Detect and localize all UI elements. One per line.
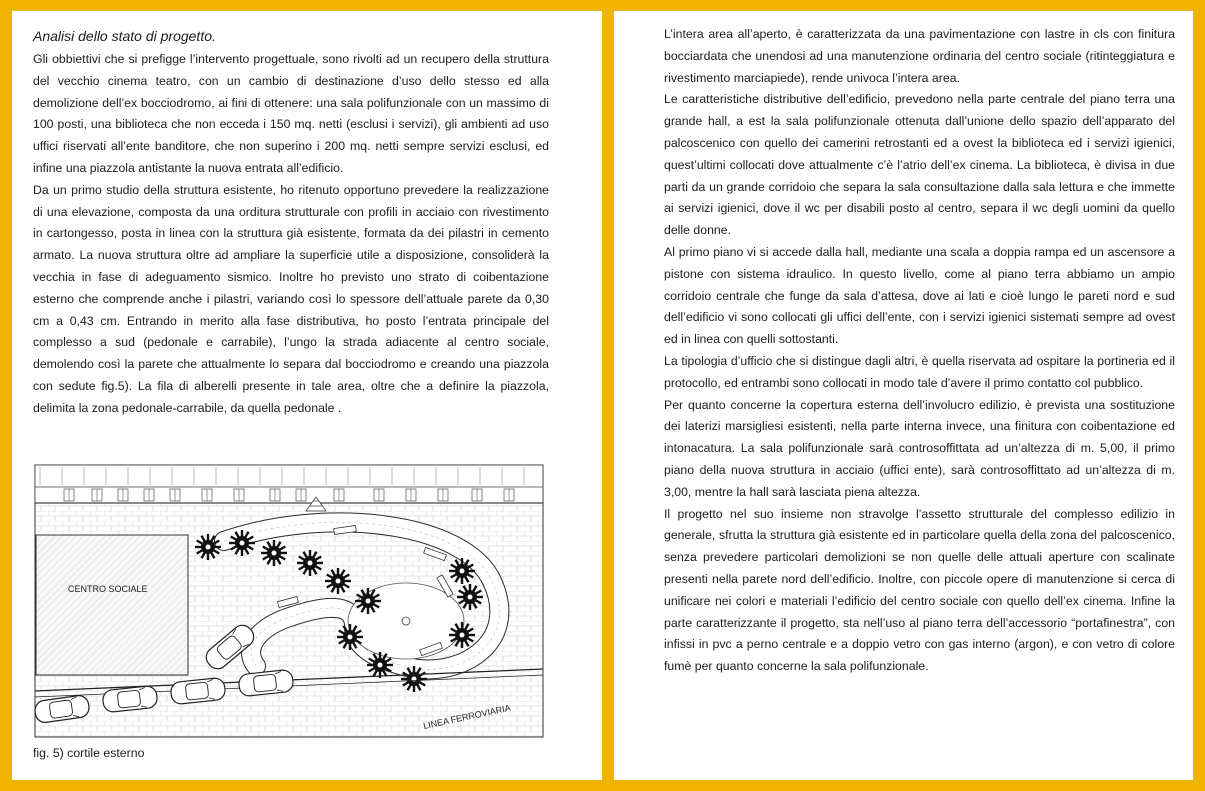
section-heading: Analisi dello stato di progetto. [33,28,216,44]
paragraph-distribution: Le caratteristiche distributive dell’edificio, prevedono nella parte centrale del piano terra una grande hall, a est la sala polifunzionale ottenuta dall’unione dello spazio dell’apparato del palcoscenico con quello dei camerini retrostanti ed a ovest la biblioteca ed i servizi igienici, quest’ultimi collocati dove attualmente c’è l’atrio dell’ex cinema. La biblioteca, è divisa in due parti da un grande corridoio che separa la sala consultazione dalla sala lettura e che immette ai servizi igienici, dove il wc per disabili posto al centro, separa il wc degli uomini da quello delle donne. [664,92,1175,238]
centro-sociale-building [36,535,188,675]
site-plan-drawing [34,451,545,739]
site-plan-figure [34,451,545,739]
paragraph-objectives: Gli obbiettivi che si prefigge l’intervento progettuale, sono rivolti ad un recupero della struttura del vecchio cinema teatro, con un cambio di destinazione d’uso dello stesso ed alla demolizione dell’ex bocciodromo, ai fini di ottenere: una sala polifunzionale con un massimo di 100 posti, una biblioteca che non ecceda i 150 mq. netti (esclusi i servizi), gli ambienti ad uso uffici riservati all’ente banditore, che non superino i 200 mq. netti sempre servizi esclusi, ed infine una piazzola antistante la nuova entrata all’edificio. [33,52,549,175]
left-text-column [33,27,549,420]
paragraph-roof: Per quanto concerne la copertura esterna dell’involucro edilizio, è prevista una sostituzione dei laterizi marsigliesi esistenti, nella parte interna invece, una finitura con coibentazione ed intonacatura. La sala polifunzionale sarà controsoffittata ad un’altezza di m. 5,00, il primo piano della nuova struttura in acciaio (uffici ente), sarà controsoffittato ad un’altezza di m. 3,00, mentre la hall sarà lasciata piena altezza. [664,397,1175,499]
figure-caption: fig. 5) cortile esterno [33,746,145,760]
right-page [614,11,1193,780]
paragraph-first-floor: Al primo piano vi si accede dalla hall, mediante una scala a doppia rampa ed un ascensore a pistone con sistema idraulico. In questo livello, come al piano terra abbiamo un ampio corridoio centrale che funge da sala d’attesa, dove ai lati e cioè lungo le pareti nord e sud dell’edificio vi sono collocati gli uffici dell’ente, con i servizi igienici sistemati sempre ad ovest ed in linea con quelli sottostanti. [664,244,1175,347]
right-text-column [664,24,1175,678]
building-edge [35,465,543,503]
linea-ferroviaria-label: LINEA FERROVIARIA [422,702,512,731]
centro-sociale-label: CENTRO SOCIALE [68,584,148,594]
left-page [12,11,602,780]
paragraph-structure: Da un primo studio della struttura esistente, ho ritenuto opportuno prevedere la realizzazione di una elevazione, composta da una orditura strutturale con profili in acciaio con rivestimento in cartongesso, posta in linea con la struttura già esistente, formata da dei pilastri in cemento armato. La nuova struttura oltre ad ampliare la superficie utile a disposizione, consoliderà la vecchia in fase di adeguamento sismico. Inoltre ho previsto uno strato di coibentazione esterno che comprende anche i pilastri, variando così lo spessore dell’attuale parete da 0,30 cm a 0,43 cm. Entrando in merito alla fase distributiva, ho posto l’entrata principale del complesso a sud (pedonale e carrabile), l’ungo la strada adiacente al centro sociale, demolendo così la parete che attualmente lo separa dal bocciodromo e creando una piazzola con sedute fig.5). La fila di alberelli presente in tale area, oltre che a definire la piazzola, delimita la zona pedonale-carrabile, da quella pedonale . [33,182,549,415]
paragraph-paving: L’intera area all’aperto, è caratterizzata da una pavimentazione con lastre in cls con finitura bocciardata che unendosi ad una manutenzione ordinaria del centro sociale (ritinteggiatura e rivestimento marciapiede), rende univoca l’intera area. [664,27,1175,85]
paragraph-conclusion: Il progetto nel suo insieme non stravolge l’assetto strutturale del complesso edilizio in generale, sfrutta la struttura già esistente ed in particolare quella della zona del palcoscenico, senza prevedere particolari demolizioni se non quelle delle attuali aperture con scalinate presenti nella parete nord dell’edificio. Inoltre, con piccole opere di manutenzione si cerca di unificare nei colori e materiali l’edificio del centro sociale con quello dell’ex cinema. Infine la parte caratterizzante il progetto, sta nell’uso al piano terra dell’accessorio “portafinestra”, con infissi in pvc a perno centrale e a doppio vetro con gas interno (argon), e con vetro di colore fumè per quanto concerne la sala polifunzionale. [664,506,1175,674]
paragraph-office: La tipologia d’ufficio che si distingue dagli altri, è quella riservata ad ospitare la portineria ed il protocollo, ed entrambi sono collocati in modo tale d’avere il primo contatto col pubblico. [664,353,1175,390]
